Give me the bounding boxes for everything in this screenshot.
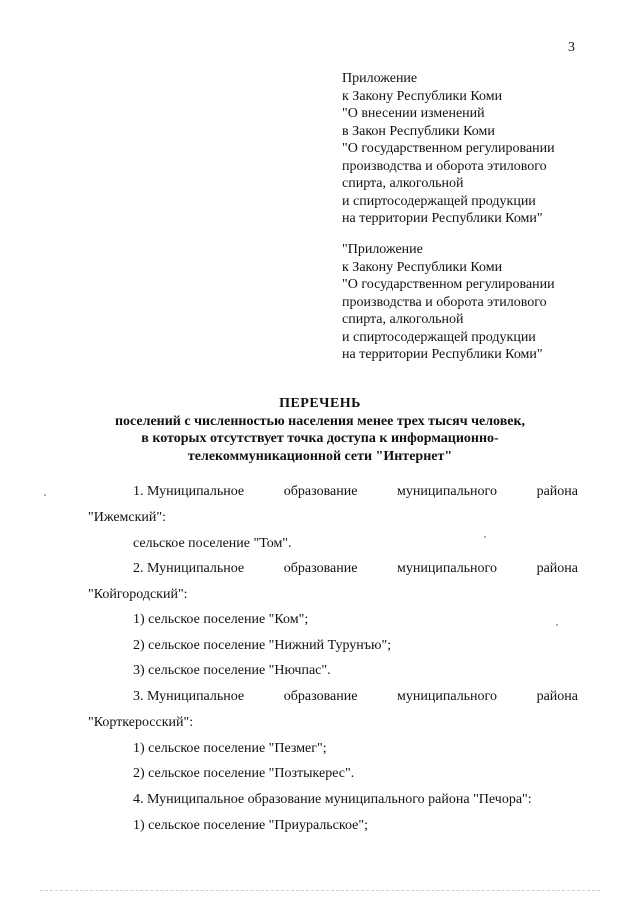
list-item-continuation: "Койгородский": (88, 587, 188, 602)
list-item-word: образование (283, 689, 358, 704)
list-item-word: 1. Муниципальное (133, 484, 245, 499)
appendix-quoted-line: "О государственном регулировании (342, 277, 555, 292)
title-heading: ПЕРЕЧЕНЬ (279, 396, 361, 411)
list-item-word: муниципального (397, 484, 497, 499)
list-subitem: 3) сельское поселение "Нючпас". (133, 663, 331, 678)
list-subitem: 2) сельское поселение "Позтыкерес". (133, 766, 355, 781)
list-subitem: 1) сельское поселение "Приуральское"; (133, 818, 368, 833)
scan-speck (556, 624, 558, 626)
appendix-header-line: и спиртосодержащей продукции (342, 193, 536, 209)
list-item-word: района (536, 561, 578, 576)
page-number: 3 (568, 40, 575, 55)
title-line: в которых отсутствует точка доступа к информационно- (141, 431, 499, 447)
list-item-word: образование (283, 484, 358, 499)
list-item-word: муниципального (397, 561, 497, 576)
appendix-header-line: спирта, алкогольной (342, 176, 464, 191)
title-line: телекоммуникационной сети "Интернет" (187, 449, 453, 465)
appendix-quoted-line: спирта, алкогольной (342, 312, 464, 327)
list-item-word: 2. Муниципальное (133, 561, 245, 576)
list-item-continuation: "Корткеросский": (88, 715, 194, 730)
list-item-1 (133, 484, 578, 500)
list-item-word: образование (283, 561, 358, 576)
appendix-header-line: "О внесении изменений (342, 106, 485, 121)
list-item-word: 3. Муниципальное (133, 689, 245, 704)
appendix-quoted-line: производства и оборота этилового (342, 294, 547, 310)
appendix-header-line: производства и оборота этилового (342, 158, 547, 174)
list-item-3 (133, 689, 578, 705)
list-item-word: района (536, 689, 578, 704)
appendix-quoted-line: на территории Республики Коми" (342, 347, 543, 362)
list-subitem: сельское поселение "Том". (133, 536, 292, 551)
list-subitem: 1) сельское поселение "Пезмег"; (133, 741, 327, 756)
appendix-header-line: Приложение (342, 71, 418, 86)
appendix-header (342, 70, 632, 228)
appendix-header-line: в Закон Республики Коми (342, 123, 495, 139)
appendix-quoted-line: "Приложение (342, 242, 423, 257)
list-subitem: 2) сельское поселение "Нижний Турунъю"; (133, 638, 392, 653)
appendix-quoted-line: к Закону Республики Коми (342, 259, 503, 275)
appendix-quoted-line: и спиртосодержащей продукции (342, 329, 536, 345)
scan-speck (484, 536, 486, 538)
scan-speck (44, 494, 46, 496)
appendix-header-line: "О государственном регулировании (342, 141, 555, 156)
appendix-header-line: на территории Республики Коми" (342, 211, 543, 226)
appendix-quoted-header (342, 241, 632, 364)
list-subitem: 1) сельское поселение "Ком"; (133, 612, 309, 627)
list-item-word: муниципального (397, 689, 497, 704)
list-item-4: 4. Муниципальное образование муниципального района "Печора": (133, 792, 532, 807)
appendix-header-line: к Закону Республики Коми (342, 88, 503, 104)
title-line: поселений с численностью населения менее трех тысяч человек, (114, 413, 526, 429)
list-item-continuation: "Ижемский": (88, 510, 166, 525)
list-item-2 (133, 561, 578, 577)
document-title (0, 395, 640, 466)
scan-edge-line (40, 890, 600, 891)
list-item-word: района (536, 484, 578, 499)
